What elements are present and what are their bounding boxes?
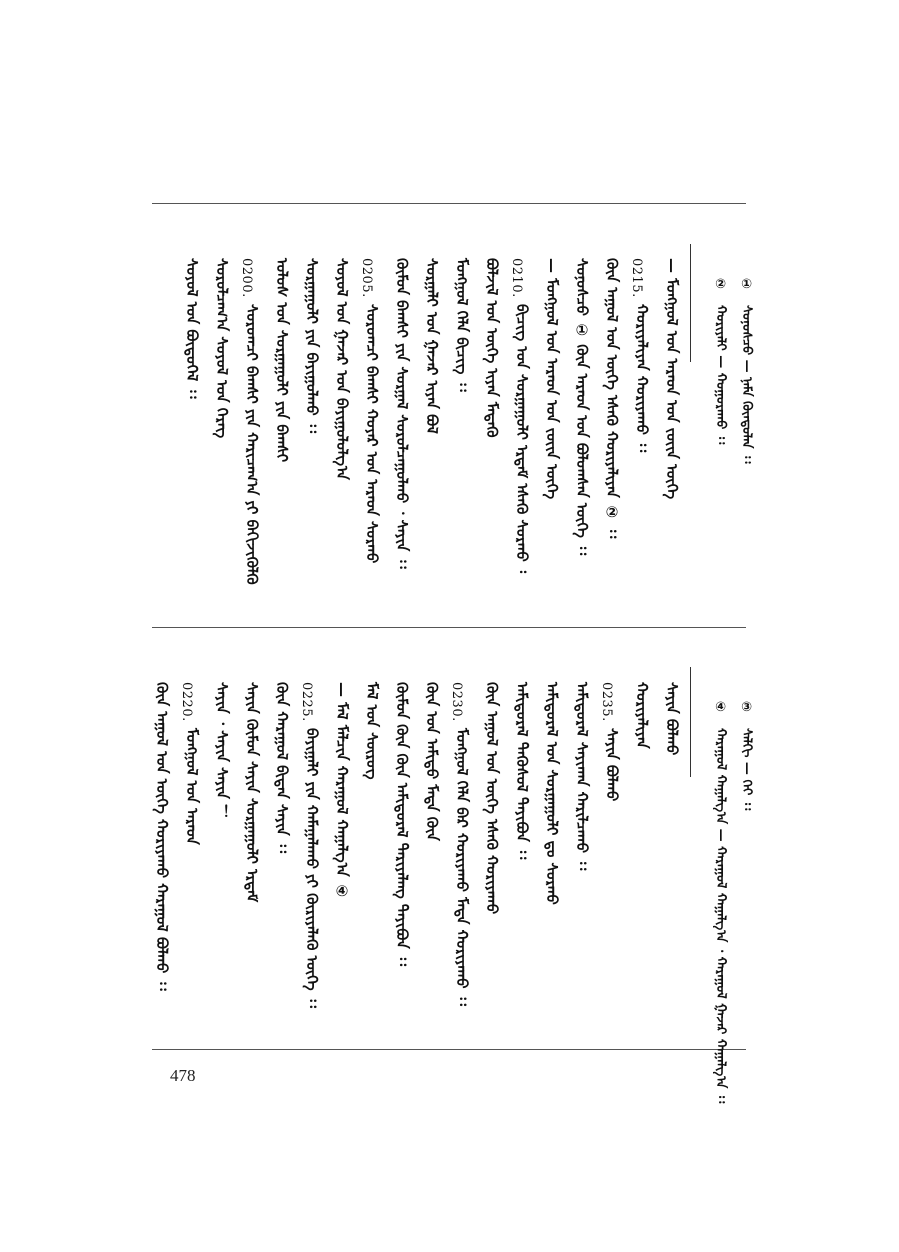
entry-number: 0225.: [299, 682, 314, 722]
mongolian-text-line: — ᠮᠣᠩᠭᠣᠯ ᠤᠨ ᠠᠷᠠᠳ ᠤᠨ ᠵᠦᠢᠨ ᠦᠭᠡ: [663, 258, 681, 500]
mongolian-text-line: ᠰᠤᠷᠭᠠᠯᠢ ᠤᠨ ᠭᠠᠵᠠᠷ ᠢᠶᠡᠨ ᠪᠤᠯ: [423, 258, 441, 434]
entry-number: 0235.: [599, 682, 614, 722]
mongolian-text-line: ᠬᠤᠷᠢᠶᠠᠯᠢᠶᠠᠨ ᠬᠤᠷᠢᠶᠠᠬᠤ ᠄᠄: [633, 304, 651, 453]
mongolian-text-line: ᠬᠦᠮᠦᠨ ᠪᠠᠭᠰᠢ ᠶᠢᠨ ᠰᠤᠷᠭᠠᠯ ᠰᠤᠷᠤᠯᠴᠠᠭᠤᠯᠬᠤ ᠂ ᠰᠠᠶᠢᠨ ᠄᠄: [393, 258, 411, 569]
middle-rule: [152, 627, 746, 628]
page-number: 478: [170, 1066, 196, 1085]
mongolian-text-line: ᠬᠦᠨ ᠠᠭᠤᠯ ᠤᠨ ᠦᠭᠡ ᠡᠰᠡᠭᠦ ᠬᠤᠷᠢᠶᠠᠬᠤ: [483, 682, 501, 915]
mongolian-text-line: ᠠᠮᠢᠳᠤᠷᠠᠯ ᠰᠠᠶᠢᠬᠠᠨ ᠬᠠᠷᠢᠯᠴᠠᠬᠤ ᠄᠄: [573, 682, 591, 871]
mongolian-text-line: ᠰᠤᠷᠭᠠᠭᠤᠯᠢ ᠶᠢᠨ ᠪᠠᠶᠢᠭᠤᠯᠬᠤ ᠄᠄: [303, 258, 321, 433]
footnote-text: ① ᠰᠣᠨᠤᠰᠴᠤ — ᠨᠠᠮᠠ ᠬᠦᠨᠳᠦᠯᠡᠨ ᠄᠄: [739, 277, 754, 464]
mongolian-text-line: ᠮᠠᠯ ᠤᠨ ᠰᠦᠷᠦᠭ: [363, 682, 381, 780]
mongolian-text-line: ᠪᠠᠶᠢᠭᠠᠯᠢ ᠶᠢᠨ ᠬᠠᠮᠠᠭᠠᠯᠠᠬᠤ ᠶᠢ ᠬᠦᠷᠢᠶᠡᠯᠡᠬᠦ ᠦᠭᠡ ᠄᠄: [303, 728, 321, 1008]
entry-number: 0205.: [359, 258, 374, 298]
bottom-rule: [152, 1049, 746, 1050]
mongolian-text-line: ᠮᠣᠩᠭᠣᠯ ᠬᠡᠯᠡ ᠪᠢᠴᠢᠭ ᠄᠄: [453, 258, 471, 392]
entry-number: 0215.: [629, 258, 644, 298]
top-rule: [152, 203, 746, 204]
mongolian-text-line: ᠰᠣᠨᠤᠰᠴᠤ ① ᠬᠦᠨ ᠠᠷᠠᠳ ᠤᠨ ᠪᠤᠯᠤᠭᠰᠠᠨ ᠦᠭᠡ ᠄᠄: [573, 258, 591, 556]
entry-number: 0220.: [179, 682, 194, 722]
footnote-text: ③ ᠰᠠᠯᠬᠢ — ᠬᠡᠢ ᠄᠄: [739, 700, 754, 811]
mongolian-text-line: ᠠᠮᠢᠳᠤᠷᠠᠯ ᠲᠡᠭᠦᠰᠦᠯ ᠲᠠᠶᠢᠪᠤᠨ ᠄᠄: [513, 682, 531, 860]
mongolian-text-line: ᠬᠦᠨ ᠬᠠᠷᠠᠭᠤᠯ ᠪᠢᠳᠡᠨ ᠰᠠᠶᠢᠨ ᠄᠄: [273, 682, 291, 854]
mongolian-text-line: ᠰᠤᠷᠤᠯᠴᠠᠭ᠎ᠠ ᠰᠣᠶᠣᠯ ᠤᠨ ᠬᠡᠷᠡᠭ: [213, 258, 231, 439]
entry-number: 0210.: [509, 258, 524, 298]
mongolian-text-line: — ᠮᠠᠯ ᠮᠠᠯᠴᠢᠨ ᠬᠠᠷᠠᠭᠤᠯ ᠬᠠᠭᠠᠯᠭ᠎ᠠ ④: [333, 682, 351, 900]
mongolian-text-line: ᠠᠮᠢᠳᠤᠷᠠᠯ ᠤᠨ ᠰᠤᠷᠭᠠᠭᠤᠯᠢ ᠳᠤ ᠰᠤᠷᠬᠤ: [543, 682, 561, 905]
mongolian-text-line: ᠬᠦᠨ ᠠᠭᠤᠯ ᠤᠨ ᠦᠭᠡ ᠬᠤᠷᠢᠶᠠᠬᠤ ᠬᠠᠷᠠᠭᠤᠯ ᠪᠣᠯᠬᠤ ᠄᠄: [153, 682, 171, 991]
footnote-separator: [690, 244, 691, 362]
footnote-text: ④ ᠬᠠᠷᠠᠭᠤᠯ ᠬᠠᠭᠠᠯᠭ᠎ᠠ — ᠬᠠᠷᠠᠭᠤᠯ ᠬᠠᠭᠠᠯᠭ᠎ᠠ ᠂ ᠬᠠᠷᠠᠭᠤᠯ ᠭᠠᠵᠠᠷ ᠬᠠᠭᠠᠯᠭ᠎ᠠ ᠄᠄: [713, 700, 728, 1104]
mongolian-text-line: ᠬᠦᠨ ᠤᠨ ᠠᠮᠢᠳᠤ ᠮᠡᠳᠡ ᠬᠦᠨ: [423, 682, 441, 841]
mongolian-text-line: ᠤᠯᠤᠰ ᠤᠨ ᠰᠤᠷᠭᠠᠭᠤᠯᠢ ᠶᠢᠨ ᠪᠠᠭᠰᠢ: [273, 258, 291, 463]
mongolian-text-line: ᠰᠣᠶᠣᠯ ᠤᠨ ᠪᠦᠲᠦᠭᠡᠯ ᠄᠄: [183, 258, 201, 399]
entry-number: 0200.: [239, 258, 254, 298]
mongolian-text-line: ᠬᠦᠮᠦᠨ ᠬᠦᠨ ᠬᠦᠨ ᠠᠮᠢᠳᠤᠷᠠᠯ ᠲᠠᠷᠢᠶᠠᠯᠠᠩ ᠲᠠᠶᠢᠪᠤᠨ ᠄᠄: [393, 682, 411, 967]
mongolian-text-line: ᠬᠤᠷᠢᠶᠠᠯᠢᠶᠠᠨ: [633, 682, 651, 749]
mongolian-text-line: — ᠮᠣᠩᠭᠣᠯ ᠤᠨ ᠠᠷᠠᠳ ᠤᠨ ᠵᠦᠢᠨ ᠦᠭᠡ: [543, 258, 561, 500]
mongolian-text-line: ᠰᠤᠷᠤᠭᠴᠢ ᠪᠠᠭᠰᠢ ᠶᠢᠨ ᠬᠠᠷᠢᠴᠠᠭ᠎ᠠ ᠶᠢ ᠪᠡᠬᠢᠵᠢᠭᠦᠯᠬᠦ: [243, 304, 261, 585]
footnote-separator: [690, 667, 691, 777]
mongolian-text-line: ᠰᠠᠶᠢᠨ ᠂ ᠰᠠᠶᠢᠨ ᠰᠠᠶᠢᠨ ！: [213, 682, 231, 820]
mongolian-text-line: ᠰᠠᠶᠢᠨ ᠪᠣᠯᠬᠤ: [663, 682, 681, 756]
mongolian-text-line: ᠮᠣᠩᠭᠣᠯ ᠬᠡᠯᠡ ᠪᠡᠷ ᠬᠤᠷᠢᠶᠠᠬᠤ ᠮᠡᠳᠡ ᠬᠤᠷᠢᠶᠠᠬᠤ ᠄᠄: [453, 728, 471, 1006]
mongolian-text-line: ᠰᠠᠶᠢᠨ ᠪᠣᠯᠬᠤ: [603, 728, 621, 802]
mongolian-text-line: ᠮᠣᠩᠭᠣᠯ ᠤᠨ ᠠᠷᠠᠳ: [183, 728, 201, 845]
mongolian-text-line: ᠰᠠᠶᠢᠨ ᠬᠦᠮᠦᠨ ᠰᠠᠶᠢᠨ ᠰᠤᠷᠭᠠᠭᠤᠯᠢ ᠡᠷᠳᠡᠮ: [243, 682, 261, 903]
footnote-text: ② ᠬᠤᠷᠢᠶᠠᠯᠢ — ᠬᠤᠭᠤᠷᠠᠬᠤ ᠄᠄: [713, 277, 728, 445]
entry-number: 0230.: [449, 682, 464, 722]
mongolian-text-line: ᠰᠣᠶᠣᠯ ᠤᠨ ᠭᠠᠵᠠᠷ ᠤᠨ ᠪᠠᠶᠢᠭᠤᠯᠤᠯᠭ᠎ᠠ: [333, 258, 351, 480]
mongolian-text-line: ᠬᠦᠨ ᠠᠭᠤᠯ ᠤᠨ ᠦᠭᠡ ᠡᠰᠡᠭᠦ ᠬᠤᠷᠢᠶᠠᠯᠢᠶᠠᠨ ② ᠄᠄: [603, 258, 621, 539]
mongolian-text-line: ᠰᠤᠷᠤᠭᠴᠢ ᠪᠠᠭᠰᠢ ᠬᠤᠶᠠᠷ ᠤᠨ ᠠᠷᠠᠳ ᠰᠤᠷᠬᠤ: [363, 304, 381, 564]
mongolian-text-line: ᠪᠣᠯᠵᠢᠯ ᠤᠨ ᠦᠭᠡ ᠢᠶᠡᠨ ᠮᠡᠳᠡᠬᠦ: [483, 258, 501, 438]
mongolian-text-line: ᠪᠢᠴᠢᠭ ᠤᠨ ᠰᠤᠷᠭᠠᠭᠤᠯᠢ ᠡᠷᠳᠡᠮ ᠡᠰᠡᠭᠦ ᠰᠤᠷᠬᠤ ᠄: [513, 304, 531, 574]
